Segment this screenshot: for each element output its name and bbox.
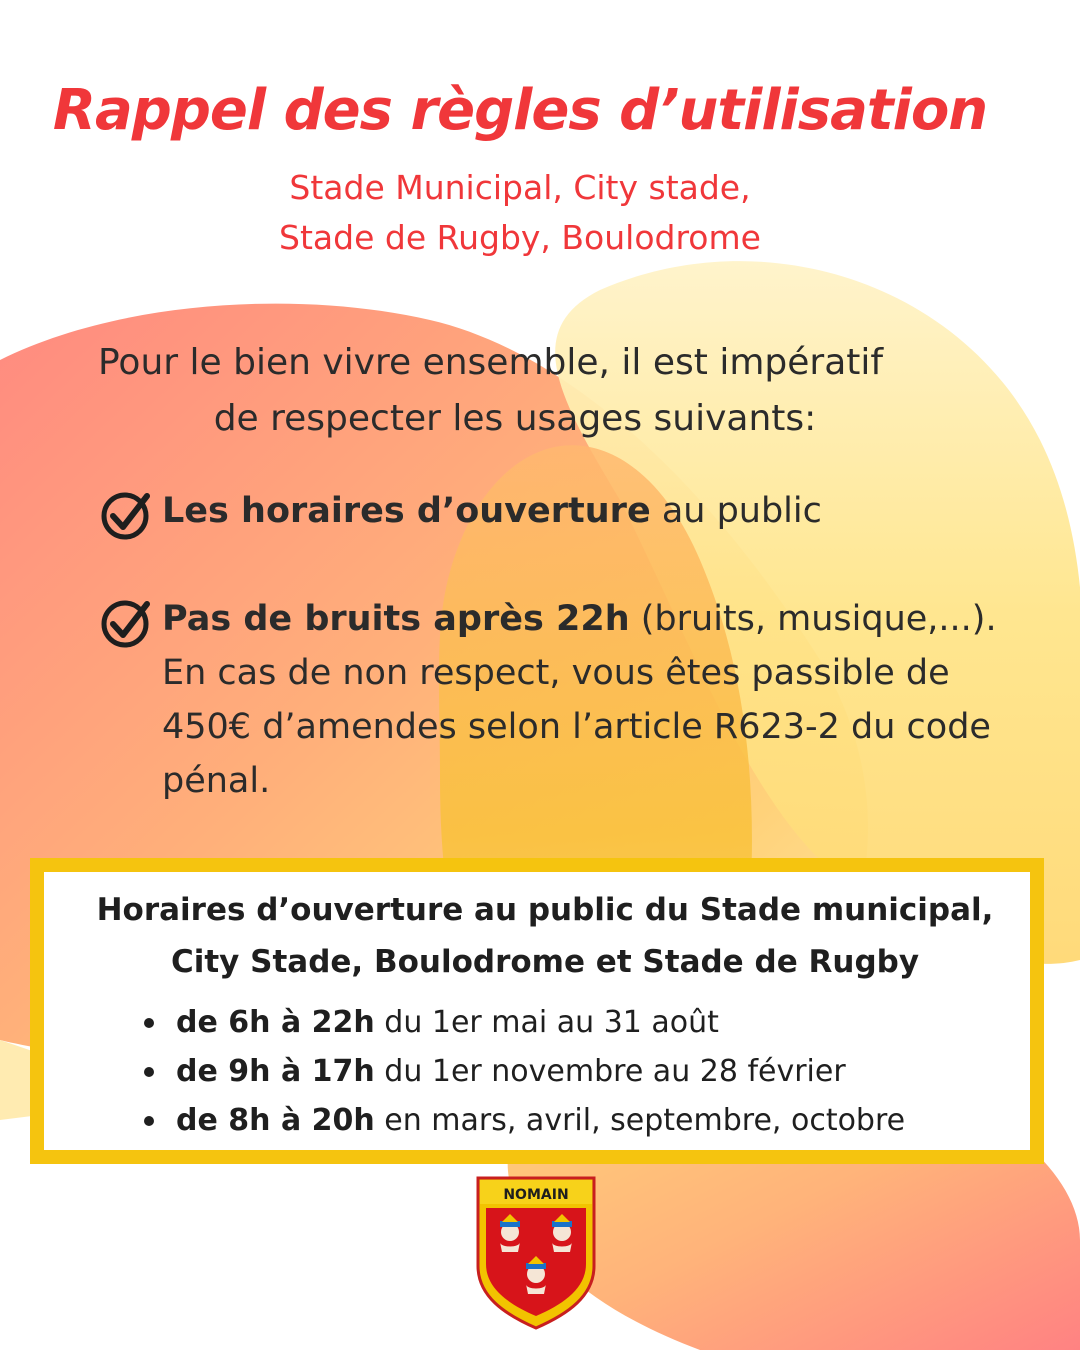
venues-line-2: Stade de Rugby, Boulodrome: [279, 218, 761, 257]
list-item: [144, 998, 905, 1047]
hours-box-title: [44, 884, 1046, 988]
rule-text: au public: [650, 491, 822, 531]
venues-line-1: Stade Municipal, City stade,: [289, 168, 751, 207]
hours-title-line-2: City Stade, Boulodrome et Stade de Rugby: [170, 944, 920, 980]
hours-list: [144, 998, 905, 1145]
hours-range: de 9h à 17h: [176, 1054, 375, 1089]
hours-period: du 1er mai au 31 août: [374, 1005, 719, 1040]
check-circle-icon: [98, 486, 154, 542]
hours-range: de 8h à 20h: [176, 1103, 375, 1138]
list-item: [144, 1047, 905, 1096]
rule-text: (bruits, musique,...).: [629, 599, 997, 639]
page-title: Rappel des règles d’utilisation: [52, 78, 988, 143]
rule-noise: [98, 592, 1048, 808]
rule-text: En cas de non respect, vous êtes passible de: [162, 653, 950, 693]
nomain-crest-logo: [472, 1174, 600, 1330]
rule-text: 450€ d’amendes selon l’article R623-2 du code: [162, 707, 991, 747]
opening-hours-box: [30, 858, 1044, 1164]
rule-bold: Les horaires d’ouverture: [162, 491, 651, 531]
check-circle-icon: [98, 594, 154, 650]
hours-period: en mars, avril, septembre, octobre: [374, 1103, 906, 1138]
crest-label: NOMAIN: [503, 1187, 569, 1203]
list-item: [144, 1096, 905, 1145]
intro-line-2: de respecter les usages suivants:: [213, 398, 817, 439]
hours-period: du 1er novembre au 28 février: [374, 1054, 846, 1089]
hours-range: de 6h à 22h: [176, 1005, 375, 1040]
rule-bold: Pas de bruits après 22h: [162, 599, 630, 639]
hours-title-line-1: Horaires d’ouverture au public du Stade municipal,: [96, 892, 994, 928]
rule-text: pénal.: [162, 761, 271, 801]
intro-line-1: Pour le bien vivre ensemble, il est impératif: [98, 342, 884, 383]
rule-opening-hours: [98, 484, 1048, 538]
